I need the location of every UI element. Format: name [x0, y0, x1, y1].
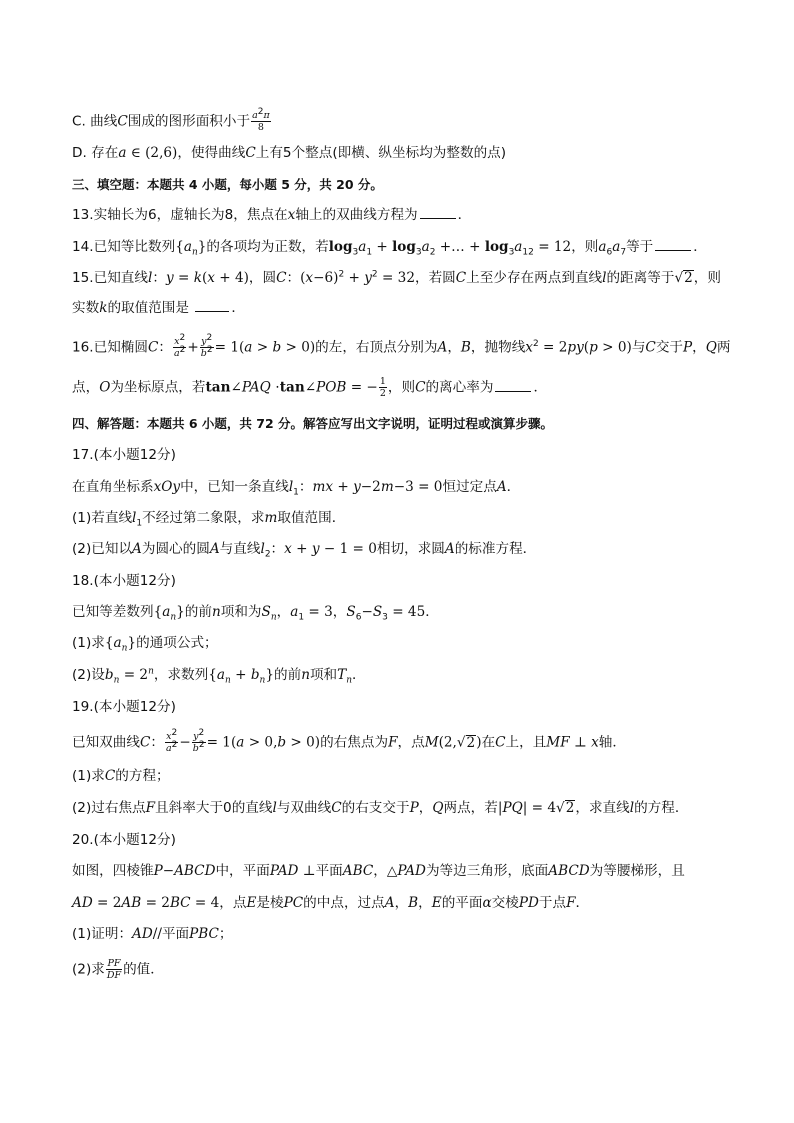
q18-p2e: ． — [352, 667, 366, 683]
q13-text2: 轴上的双曲线方程为 — [295, 207, 418, 223]
q16-line2d: 的离心率为 — [425, 379, 494, 396]
q17-part2: (2)已知以A为圆心的圆A与直线$l_2$：x + y − 1 = 0相切，求圆A的标准方程． — [72, 541, 537, 560]
q14-text4: 等于 — [626, 239, 654, 255]
q18-stem-a: 已知等差数列 — [72, 604, 154, 620]
q14-number: 14. — [72, 239, 94, 255]
q15-text: 已知直线 — [93, 270, 148, 286]
q17-stem-d: ． — [506, 479, 521, 495]
q15-text3: ，若圆 — [414, 270, 456, 286]
answer-blank — [420, 218, 456, 219]
q20-l1d: ， — [373, 863, 387, 879]
q16-text5: 交于 — [655, 339, 683, 356]
answer-blank — [495, 391, 531, 392]
question-14: 14.已知等比数列$\{a_n\}$的各项均为正数，若$\log_3a_1 + \log_3a_2$ +… + $\log_3a_{12} = 12$，则$a_6a_7$等于 ． — [72, 239, 707, 258]
q19-p1a: (1)求 — [72, 768, 105, 784]
q18-stem-b: 的前 — [184, 604, 212, 620]
q16-number: 16. — [72, 339, 94, 356]
q16-end: ． — [533, 379, 548, 396]
q19-stem: 已知双曲线C： $\frac{x^2}{a^2}$ − $\frac{y^2}{b^2}$ = 1(a > 0,b > 0)的右焦点为F，点M(2,√2)在C上，且MF ⊥ x轴． — [72, 727, 626, 754]
q19-p2c: 与双曲线 — [276, 800, 332, 816]
answer-blank — [655, 250, 691, 251]
q20-l1a: 如图，四棱锥 — [72, 863, 154, 879]
q16-line2c: ，则 — [387, 379, 416, 396]
q20-l2b: 是棱 — [256, 895, 284, 911]
q18-p2b: ，求数列 — [153, 667, 209, 683]
q20-part2 — [72, 958, 734, 981]
q15-line2a: 实数 — [72, 300, 100, 316]
q17-p1c: 取值范围． — [277, 510, 346, 526]
q15-text6: ，则 — [693, 270, 721, 286]
q20-part1: (1)证明：AD//平面PBC； — [72, 926, 233, 942]
q17-heading: 17.(本小题12分) — [72, 447, 176, 463]
q19-part1: (1)求C的方程； — [72, 768, 170, 784]
q20-l2f: 于点 — [538, 895, 567, 911]
q18-part2: (2)设$b_n = 2^n$，求数列$\{a_n + b_n\}$的前n项和$T_n$． — [72, 666, 366, 686]
option-d-text: ，使得曲线 — [177, 145, 246, 161]
q18-heading: 18.(本小题12分) — [72, 573, 176, 589]
q20-l2a: ，点 — [219, 895, 247, 911]
q15-end: ． — [231, 300, 245, 316]
q19-p2f: ，求直线 — [575, 800, 630, 816]
question-13: 13.实轴长为6，虚轴长为8，焦点在x轴上的双曲线方程为 ． — [72, 207, 472, 223]
q17-stem-b: 中，已知一条直线 — [180, 479, 289, 495]
section-3-heading: 三、填空题：本题共 4 小题，每小题 5 分，共 20 分。 — [72, 177, 383, 192]
q20-l2e: 交棱 — [491, 895, 519, 911]
q13-number: 13. — [72, 207, 94, 223]
q18-stem-d: ． — [425, 604, 439, 620]
q13-text: 实轴长为6，虚轴长为8，焦点在 — [93, 207, 288, 223]
q16-text3: ，抛物线 — [470, 339, 526, 356]
q19-p2a: (2)过右焦点 — [72, 800, 146, 816]
q15-text5: 的距离等于 — [606, 270, 675, 286]
option-c-prefix: C. 曲线 — [72, 113, 118, 130]
q20-p2a: (2)求 — [72, 961, 105, 978]
q19-p2e: 两点，若 — [443, 800, 498, 816]
q18-p2d: 项和 — [309, 667, 338, 683]
pf-df-fraction: $\frac{PF}{DF}$ — [106, 958, 122, 981]
q18-stem: 已知等差数列$\{a_n\}$的前n项和为$S_n$，$a_1 = 3$，$S_6-S_3 = 45$． — [72, 604, 439, 623]
q17-p2b: 为圆心的圆 — [141, 541, 210, 557]
question-15-line2: 实数k的取值范围是 ． — [72, 300, 245, 316]
q17-p2c: 与直线 — [219, 541, 261, 557]
q19-stem-a: 已知双曲线 — [72, 734, 140, 751]
q13-end: ． — [457, 207, 472, 223]
question-16: 16.已知椭圆C： $\frac{x^2}{a^2}$ + $\frac{y^2}{b^2}$ = 1(a > b > 0)的左，右顶点分别为A，B，抛物线$x^2 = 2py(p > 0)$与C交于P，Q两 — [72, 332, 731, 359]
q17-stem-a: 在直角坐标系 — [72, 479, 154, 495]
q20-stem-line1: 如图，四棱锥P−ABCD中，平面PAD ⊥平面ABC，△PAD为等边三角形，底面ABCD为等腰梯形，且 — [72, 863, 685, 879]
q17-part1: (1)若直线$l_1$不经过第二象限，求m取值范围． — [72, 510, 346, 529]
q19-p2g: 的方程． — [634, 800, 689, 816]
q19-p2b: 且斜率大于0的直线 — [155, 800, 273, 816]
q14-text: 已知等比数列 — [93, 239, 176, 255]
q17-p2e: 的标准方程． — [454, 541, 537, 557]
q19-p2d: 的右支交于 — [341, 800, 410, 816]
answer-blank — [195, 311, 229, 312]
q18-part1: (1)求$\{a_n\}$的通项公式； — [72, 635, 218, 654]
q15-text4: 上至少存在两点到直线 — [466, 270, 603, 286]
section-4-heading: 四、解答题：本题共 6 小题，共 72 分。解答应写出文字说明，证明过程或演算步骤。 — [72, 416, 554, 431]
q20-l2d: 的平面 — [441, 895, 483, 911]
q18-stem-c: 项和为 — [220, 604, 262, 620]
q18-p2a: (2)设 — [72, 667, 105, 683]
q20-l1b: 中，平面 — [215, 863, 270, 879]
option-d: D. 存在a ∈ (2,6)，使得曲线C上有5个整点(即横、纵坐标均为整数的点) — [72, 145, 507, 161]
q15-number: 15. — [72, 270, 94, 286]
q20-p2b: 的值． — [123, 961, 164, 978]
q18-p2c: 的前 — [274, 667, 302, 683]
q16-text: 已知椭圆 — [93, 339, 148, 356]
q20-p1b: 平面 — [161, 926, 190, 942]
q19-stem-e: 上，且 — [505, 734, 547, 751]
option-d-suffix: 上有5个整点(即横、纵坐标均为整数的点) — [255, 145, 507, 161]
q17-stem: 在直角坐标系xOy中，已知一条直线$l_1$：mx + y−2m−3 = 0恒过定点A． — [72, 479, 521, 498]
q16-line2b: 为坐标原点，若 — [110, 379, 206, 396]
q20-l2c: 的中点，过点 — [303, 895, 385, 911]
option-c: C. 曲线C围成的图形面积小于 $\frac{a^2\pi}{8}$ — [72, 106, 270, 133]
q16-text4: 与 — [631, 339, 646, 356]
q20-p1c: ； — [218, 926, 233, 942]
q14-text2: 的各项均为正数，若 — [206, 239, 329, 255]
half-fraction: $\frac{1}{2}$ — [379, 376, 386, 399]
q19-stem-b: 的右焦点为 — [320, 734, 389, 751]
ellipse-y-fraction: $\frac{y^2}{b^2}$ — [200, 332, 213, 359]
q17-p2a: (2)已知以 — [72, 541, 133, 557]
question-15: 15.已知直线l：y = k(x + 4)，圆C：$(x-6)^2 + y^2 = 32$，若圆C上至少存在两点到直线l的距离等于√2，则 — [72, 269, 721, 286]
q15-line2b: 的取值范围是 — [107, 300, 189, 316]
q20-l1c: 平面 — [315, 863, 343, 879]
q20-stem-line2: AD = 2AB = 2BC = 4，点E是棱PC的中点，过点A，B，E的平面α交棱PD于点F． — [72, 895, 590, 911]
q18-p1a: (1)求 — [72, 635, 105, 651]
area-fraction: $\frac{a^2\pi}{8}$ — [252, 106, 270, 133]
q20-heading: 20.(本小题12分) — [72, 832, 176, 848]
q19-stem-c: ，点 — [397, 734, 425, 751]
q19-heading: 19.(本小题12分) — [72, 699, 176, 715]
question-16-line2: 点，O为坐标原点，若tan∠PAQ ⋅tan∠POB = − $\frac{1}{2}$ ，则C的离心率为 ． — [72, 376, 548, 399]
q16-text6: 两 — [716, 339, 731, 356]
q20-p1: (1)证明： — [72, 926, 133, 942]
ellipse-x-fraction: $\frac{x^2}{a^2}$ — [174, 332, 186, 359]
q17-p1b: 不经过第二象限，求 — [142, 510, 265, 526]
hyperbola-x-fraction: $\frac{x^2}{a^2}$ — [165, 727, 178, 754]
q19-stem-d: 在 — [481, 734, 496, 751]
q17-p1a: (1)若直线 — [72, 510, 133, 526]
option-d-prefix: D. 存在 — [72, 145, 119, 161]
q14-end: ． — [693, 239, 707, 255]
q20-l1f: 为等腰梯形，且 — [589, 863, 685, 879]
option-c-text: 围成的图形面积小于 — [127, 113, 251, 130]
q16-line2a: 点， — [72, 379, 100, 396]
q17-p2d: 相切，求圆 — [376, 541, 445, 557]
q20-l2g: ． — [575, 895, 590, 911]
q19-stem-f: 轴． — [598, 734, 626, 751]
q19-p1b: 的方程； — [115, 768, 170, 784]
q17-stem-c: 恒过定点 — [442, 479, 497, 495]
q15-text2: ，圆 — [248, 270, 277, 286]
hyperbola-y-fraction: $\frac{y^2}{b^2}$ — [192, 727, 205, 754]
q15-colon: ： — [152, 270, 166, 286]
q16-text2: 的左，右顶点分别为 — [315, 339, 438, 356]
q18-p1b: 的通项公式； — [136, 635, 218, 651]
q20-l1e: 为等边三角形，底面 — [425, 863, 549, 879]
q14-text3: ，则 — [571, 239, 599, 255]
q19-part2: (2)过右焦点F且斜率大于0的直线l与双曲线C的右支交于P，Q两点，若|PQ| = 4√2，求直线l的方程． — [72, 800, 689, 816]
